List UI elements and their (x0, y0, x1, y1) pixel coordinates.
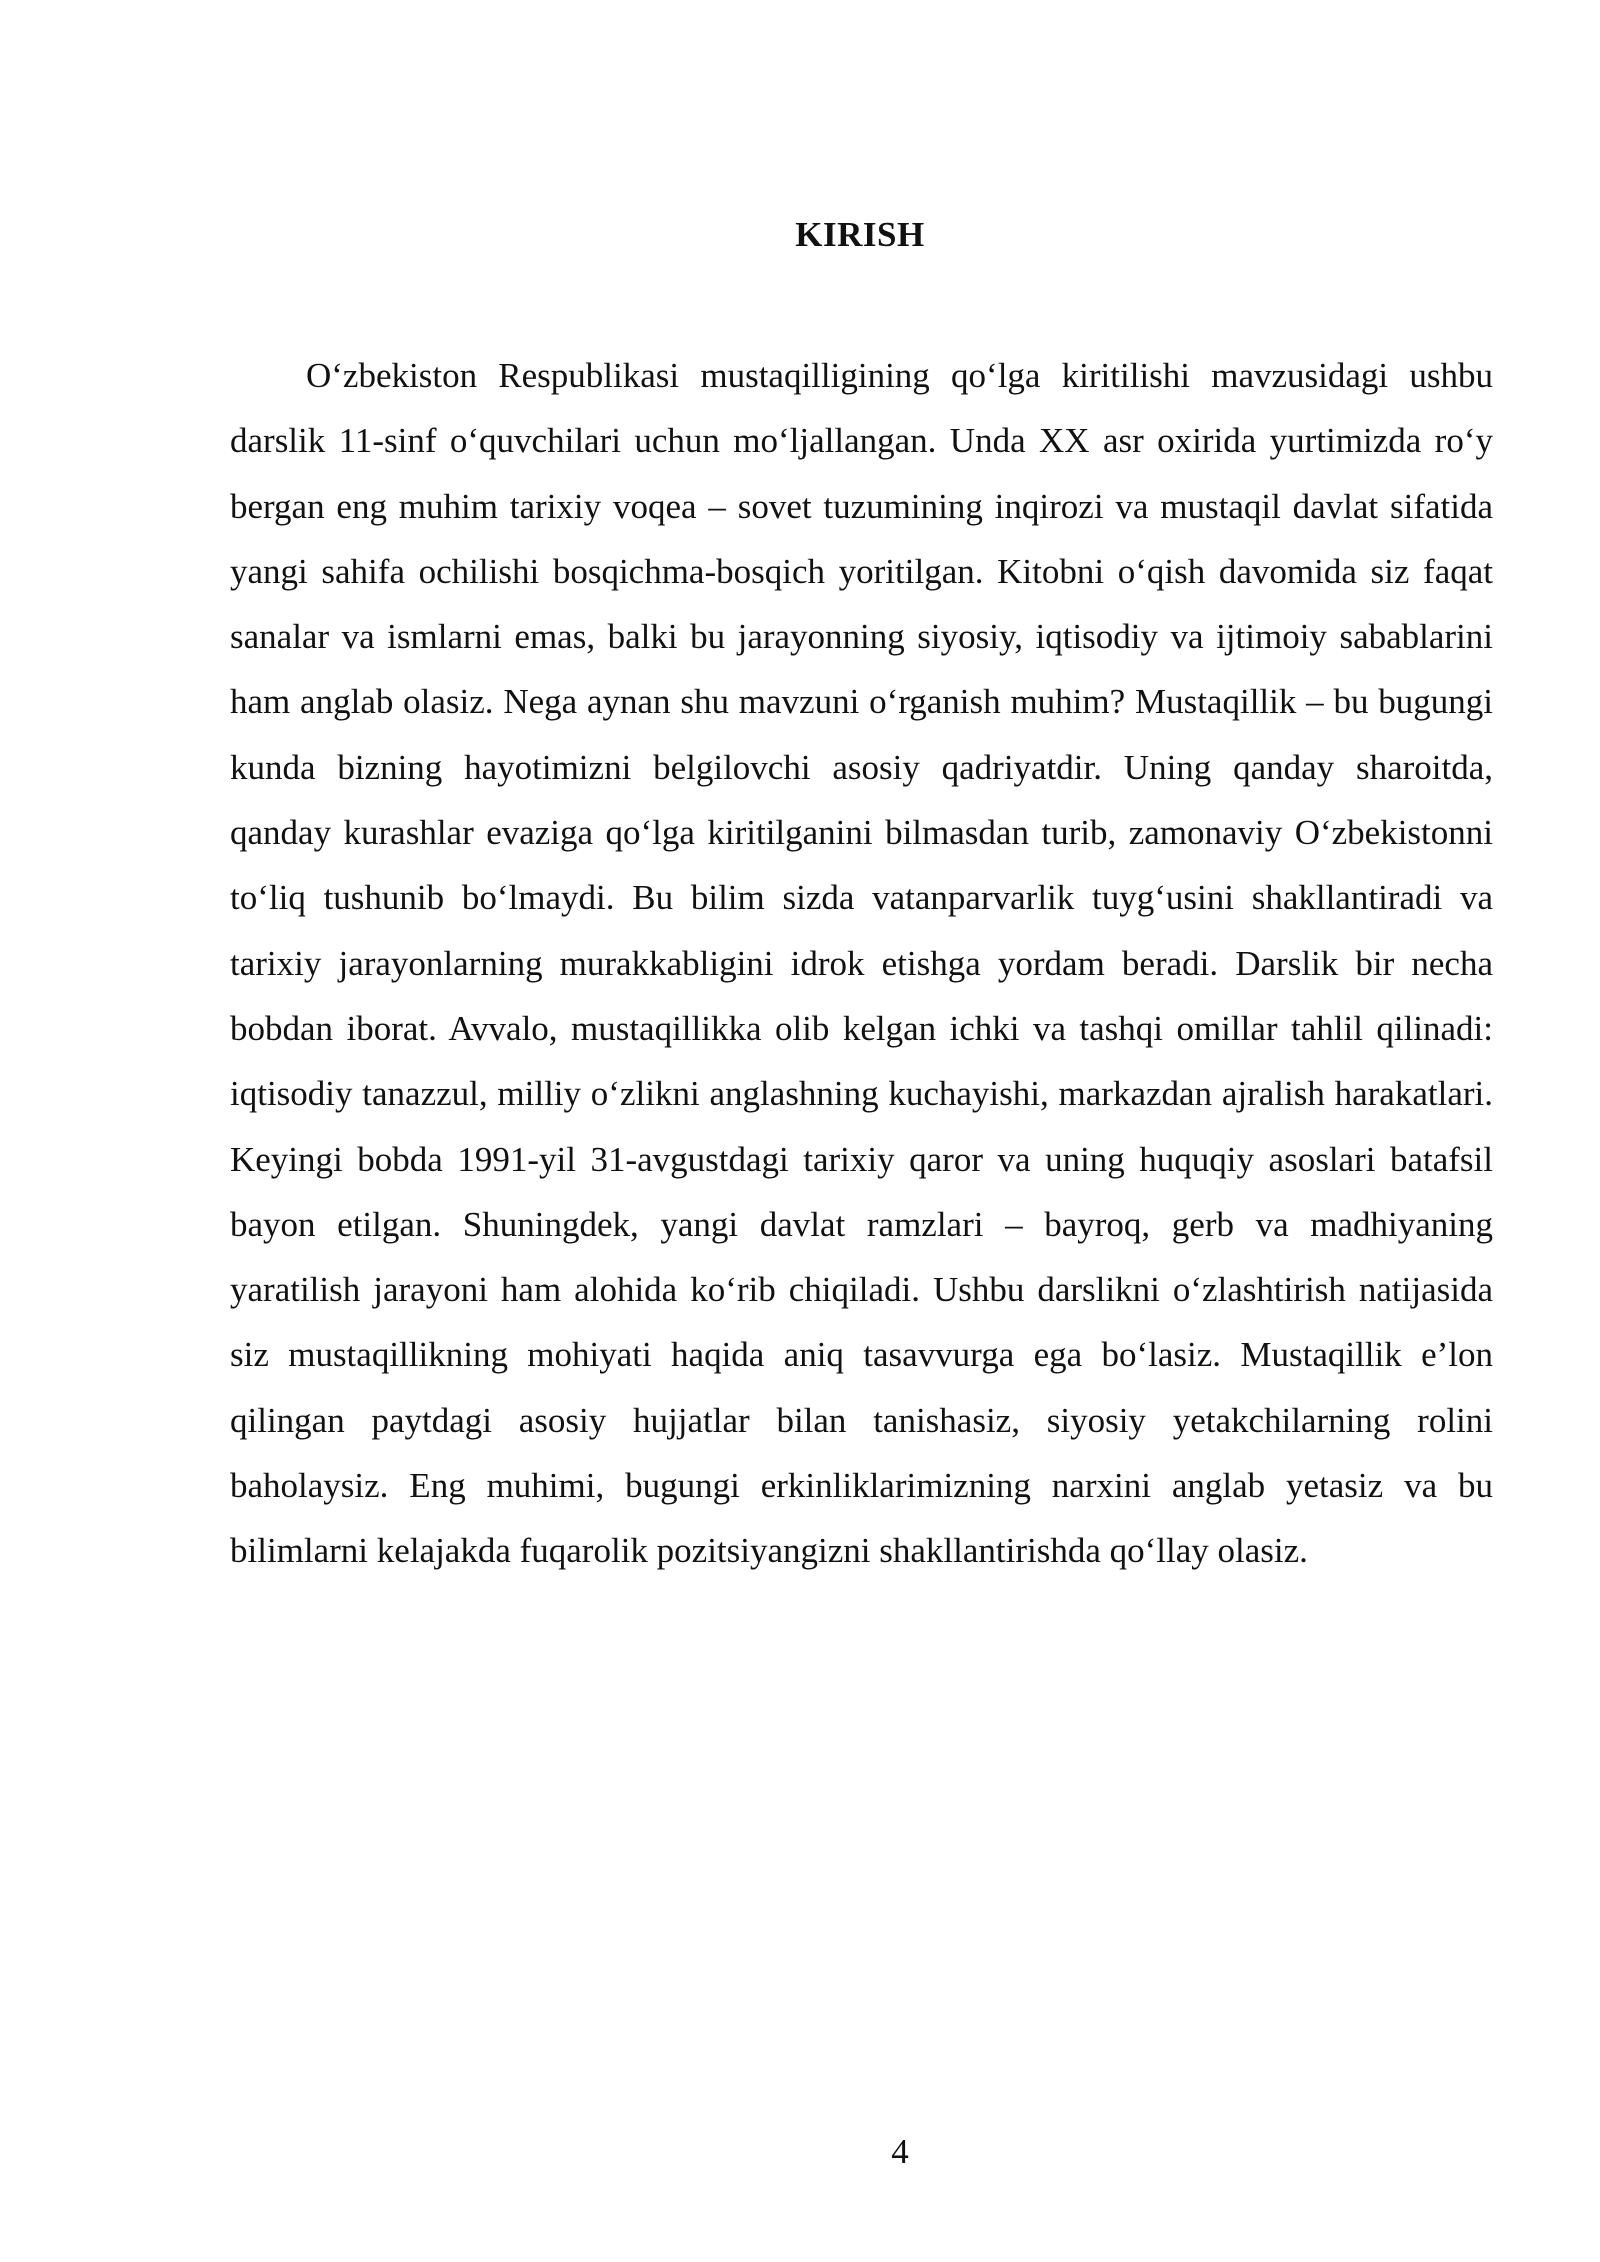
page-number: 4 (891, 2132, 909, 2171)
page-title: KIRISH (795, 215, 925, 254)
introduction-paragraph: O‘zbekiston Respublikasi mustaqilligining qo‘lga kiritilishi mavzusidagi ushbu darslik 11-sinf o‘quvchilari uchun mo‘ljallangan. Unda XX asr oxirida yurtimizda ro‘y bergan eng muhim tarixiy voqea – sovet tuzumining inqirozi va mustaqil davlat sifatida yangi sahifa ochilishi bosqichma-bosqich yoritilgan. Kitobni o‘qish davomida siz faqat sanalar va ismlarni emas, balki bu jarayonning siyosiy, iqtisodiy va ijtimoiy sabablarini ham anglab olasiz. Nega aynan shu mavzuni o‘rganish muhim? Mustaqillik – bu bugungi kunda bizning hayotimizni belgilovchi asosiy qadriyatdir. Uning qanday sharoitda, qanday kurashlar evaziga qo‘lga kiritilganini bilmasdan turib, zamonaviy O‘zbekistonni to‘liq tushunib bo‘lmaydi. Bu bilim sizda vatanparvarlik tuyg‘usini shakllantiradi va tarixiy jarayonlarning murakkabligini idrok etishga yordam beradi. Darslik bir necha bobdan iborat. Avvalo, mustaqillikka olib kelgan ichki va tashqi omillar tahlil qilinadi: iqtisodiy tanazzul, milliy o‘zlikni anglashning kuchayishi, markazdan ajralish harakatlari. Keyingi bobda 1991-yil 31-avgustdagi tarixiy qaror va uning huquqiy asoslari batafsil bayon etilgan. Shuningdek, yangi davlat ramzlari – bayroq, gerb va madhiyaning yaratilish jarayoni ham alohida ko‘rib chiqiladi. Ushbu darslikni o‘zlashtirish natijasida siz mustaqillikning mohiyati haqida aniq tasavvurga ega bo‘lasiz. Mustaqillik e’lon qilingan paytdagi asosiy hujjatlar bilan tanishasiz, siyosiy yetakchilarning rolini baholaysiz. Eng muhimi, bugungi erkinliklarimizning narxini anglab yetasiz va bu bilimlarni kelajakda fuqarolik pozitsiyangizni shakllantirishda qo‘llay olasiz. (230, 356, 1493, 1571)
